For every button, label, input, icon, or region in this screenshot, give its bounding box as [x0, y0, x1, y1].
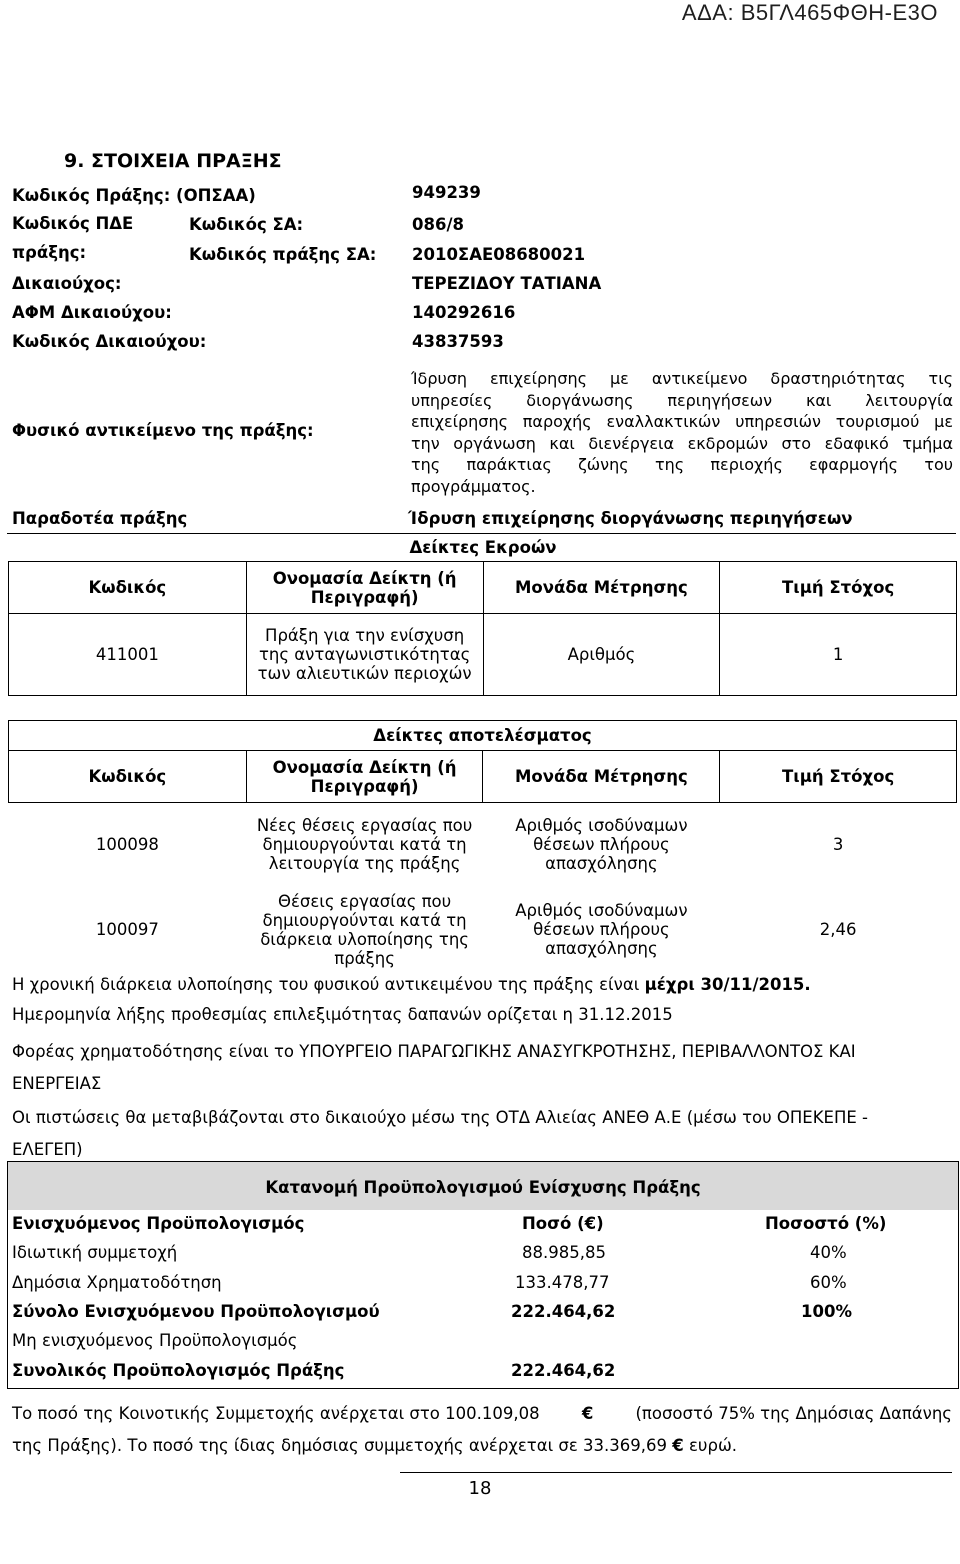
header-code: Κωδικός [9, 751, 247, 803]
cell-name: Νέες θέσεις εργασίας που δημιουργούνται κατά τη λειτουργία της πράξης [256, 816, 473, 874]
cell-target: 2,46 [819, 920, 857, 939]
beneficiary-code-label: Κωδικός Δικαιούχου: [12, 332, 207, 351]
table-header-row [9, 751, 957, 803]
physical-object-line: προγράμματος. [411, 476, 536, 496]
result-indicators-table [8, 720, 957, 973]
physical-object-line: της παράκτιας ζώνης της περιοχής εφαρμογής του [411, 455, 953, 474]
header-unit: Μονάδα Μέτρησης [483, 562, 720, 614]
section-title: 9. ΣΤΟΙΧΕΙΑ ΠΡΑΞΗΣ [64, 150, 282, 172]
euro-icon: € [672, 1436, 684, 1455]
footer-line2a: της Πράξης). Το ποσό της ίδιας δημόσιας συμμετοχής ανέρχεται σε 33.369,69 [12, 1436, 668, 1455]
output-indicators-title: Δείκτες Εκροών [409, 538, 557, 557]
budget-row-label: Ιδιωτική συμμετοχή [12, 1243, 178, 1262]
budget-row-amount: 88.985,85 [522, 1243, 606, 1262]
deadline-note: Ημερομηνία λήξης προθεσμίας επιλεξιμότητας δαπανών ορίζεται η 31.12.2015 [12, 1005, 673, 1024]
cell-code: 100097 [95, 920, 159, 939]
physical-object-label: Φυσικό αντικείμενο της πράξης: [12, 421, 314, 440]
table-row [9, 614, 957, 696]
beneficiary-label: Δικαιούχος: [12, 274, 122, 293]
budget-row-percent: 60% [810, 1273, 847, 1292]
euro-icon: € [581, 1404, 594, 1423]
physical-object-text [411, 368, 953, 497]
cell-target: 3 [832, 835, 844, 855]
budget-col-amount-suffix: ) [596, 1214, 604, 1233]
afm-label: ΑΦΜ Δικαιούχου: [12, 303, 172, 322]
footer-divider [400, 1472, 952, 1473]
budget-row-label: Μη ενισχυόμενος Προϋπολογισμός [12, 1331, 298, 1350]
budget-title: Κατανομή Προϋπολογισμού Ενίσχυσης Πράξης [265, 1178, 701, 1197]
budget-col-amount [522, 1214, 604, 1233]
afm-value: 140292616 [412, 303, 516, 322]
budget-row-amount: 222.464,62 [511, 1302, 616, 1321]
output-indicators-table [8, 561, 957, 696]
code-pde-label: Κωδικός ΠΔΕ [12, 214, 134, 233]
beneficiary-code-value: 43837593 [412, 332, 504, 351]
credits-note [12, 1102, 952, 1166]
footer-paragraph [12, 1398, 952, 1462]
header-name: Ονομασία Δείκτη (ή Περιγραφή) [246, 562, 483, 614]
footer-line [12, 1398, 952, 1430]
budget-row-label: Δημόσια Χρηματοδότηση [12, 1273, 222, 1292]
credits-line: Οι πιστώσεις θα μεταβιβάζονται στο δικαιούχο μέσω της ΟΤΔ Αλιείας ΑΝΕΘ Α.Ε (μέσω του ΟΠΕΚΕΠΕ - [12, 1108, 869, 1127]
budget-col-percent: Ποσοστό (%) [765, 1214, 887, 1233]
footer-line1b: (ποσοστό 75% της Δημόσιας Δαπάνης [635, 1404, 952, 1423]
page-number: 18 [468, 1478, 492, 1499]
code-pde-label-2: πράξης: [12, 243, 87, 262]
header-code: Κωδικός [9, 562, 247, 614]
table-row [9, 803, 957, 887]
code-praxis-label: Κωδικός Πράξης: (ΟΠΣΑΑ) [12, 186, 256, 205]
physical-object-line: την οργάνωση και διενέργεια εκδρομών στο εδαφικό τμήμα [411, 433, 953, 453]
budget-row-percent: 100% [801, 1302, 852, 1321]
header-unit: Μονάδα Μέτρησης [483, 751, 720, 803]
budget-table [7, 1161, 959, 1389]
duration-bold: μέχρι 30/11/2015. [644, 975, 811, 994]
budget-col-amount-text: Ποσό ( [522, 1214, 585, 1233]
funding-note [12, 1036, 952, 1100]
code-praxis-sa-label: Κωδικός πράξης ΣΑ: [189, 245, 377, 264]
header-target: Τιμή Στόχος [720, 562, 957, 614]
header-target: Τιμή Στόχος [720, 751, 957, 803]
funding-line: ΕΝΕΡΓΕΙΑΣ [12, 1074, 102, 1093]
cell-name: Θέσεις εργασίας που δημιουργούνται κατά τη διάρκεια υλοποίησης της πράξης [260, 891, 469, 968]
footer-line1a: Το ποσό της Κοινοτικής Συμμετοχής ανέρχεται στο 100.109,08 [12, 1404, 540, 1423]
footer-line [12, 1430, 952, 1462]
cell-code: 100098 [95, 835, 159, 855]
table-header-row [9, 562, 957, 614]
cell-unit: Αριθμός [483, 614, 720, 696]
physical-object-line: Ίδρυση επιχείρησης με αντικείμενο δραστηριότητας τις [411, 369, 953, 388]
physical-object-line: υπηρεσίες διοργάνωσης περιηγήσεων και λειτουργία [411, 390, 953, 410]
beneficiary-value: ΤΕΡΕΖΙΔΟΥ ΤΑΤΙΑΝΑ [412, 274, 602, 293]
ada-code: ΑΔΑ: Β5ΓΛ465ΦΘΗ-Ε3Ο [681, 0, 938, 25]
budget-row-percent: 40% [810, 1243, 847, 1262]
budget-col-label: Ενισχυόμενος Προϋπολογισμός [12, 1214, 305, 1233]
euro-icon: € [584, 1214, 597, 1233]
footer-line2b: ευρώ. [689, 1436, 738, 1455]
duration-note [12, 975, 811, 994]
deliverables-label: Παραδοτέα πράξης [12, 509, 188, 528]
physical-object-line: επιχείρησης παροχής εναλλακτικών υπηρεσιών τουρισμού με [411, 412, 953, 431]
cell-target: 1 [720, 614, 957, 696]
deliverables-value: Ίδρυση επιχείρησης διοργάνωσης περιηγήσεων [408, 509, 853, 528]
budget-row-amount: 133.478,77 [515, 1273, 610, 1292]
result-indicators-title: Δείκτες αποτελέσματος [9, 721, 957, 751]
cell-name: Πράξη για την ενίσχυση της ανταγωνιστικότητας των αλιευτικών περιοχών [246, 614, 483, 696]
code-praxis-value: 949239 [412, 183, 481, 202]
header-name: Ονομασία Δείκτη (ή Περιγραφή) [246, 751, 483, 803]
cell-code: 411001 [9, 614, 247, 696]
budget-row-label: Συνολικός Προϋπολογισμός Πράξης [12, 1361, 345, 1380]
cell-unit: Αριθμός ισοδύναμων θέσεων πλήρους απασχόλησης [515, 816, 688, 874]
cell-unit: Αριθμός ισοδύναμων θέσεων πλήρους απασχόλησης [515, 901, 688, 958]
budget-row-label: Σύνολο Ενισχυόμενου Προϋπολογισμού [12, 1302, 380, 1321]
table-row [9, 887, 957, 973]
duration-prefix: Η χρονική διάρκεια υλοποίησης του φυσικού αντικειμένου της πράξης είναι [12, 975, 645, 994]
code-praxis-sa-value: 2010ΣΑΕ08680021 [412, 245, 586, 264]
credits-line: ΕΛΕΓΕΠ) [12, 1140, 83, 1159]
code-sa-label: Κωδικός ΣΑ: [189, 215, 304, 234]
budget-row-amount: 222.464,62 [511, 1361, 616, 1380]
funding-line: Φορέας χρηματοδότησης είναι το ΥΠΟΥΡΓΕΙΟ ΠΑΡΑΓΩΓΙΚΗΣ ΑΝΑΣΥΓΚΡΟΤΗΣΗΣ, ΠΕΡΙΒΑΛΛΟΝΤΟΣ ΚΑΙ [12, 1042, 856, 1061]
code-sa-value: 086/8 [412, 215, 464, 234]
